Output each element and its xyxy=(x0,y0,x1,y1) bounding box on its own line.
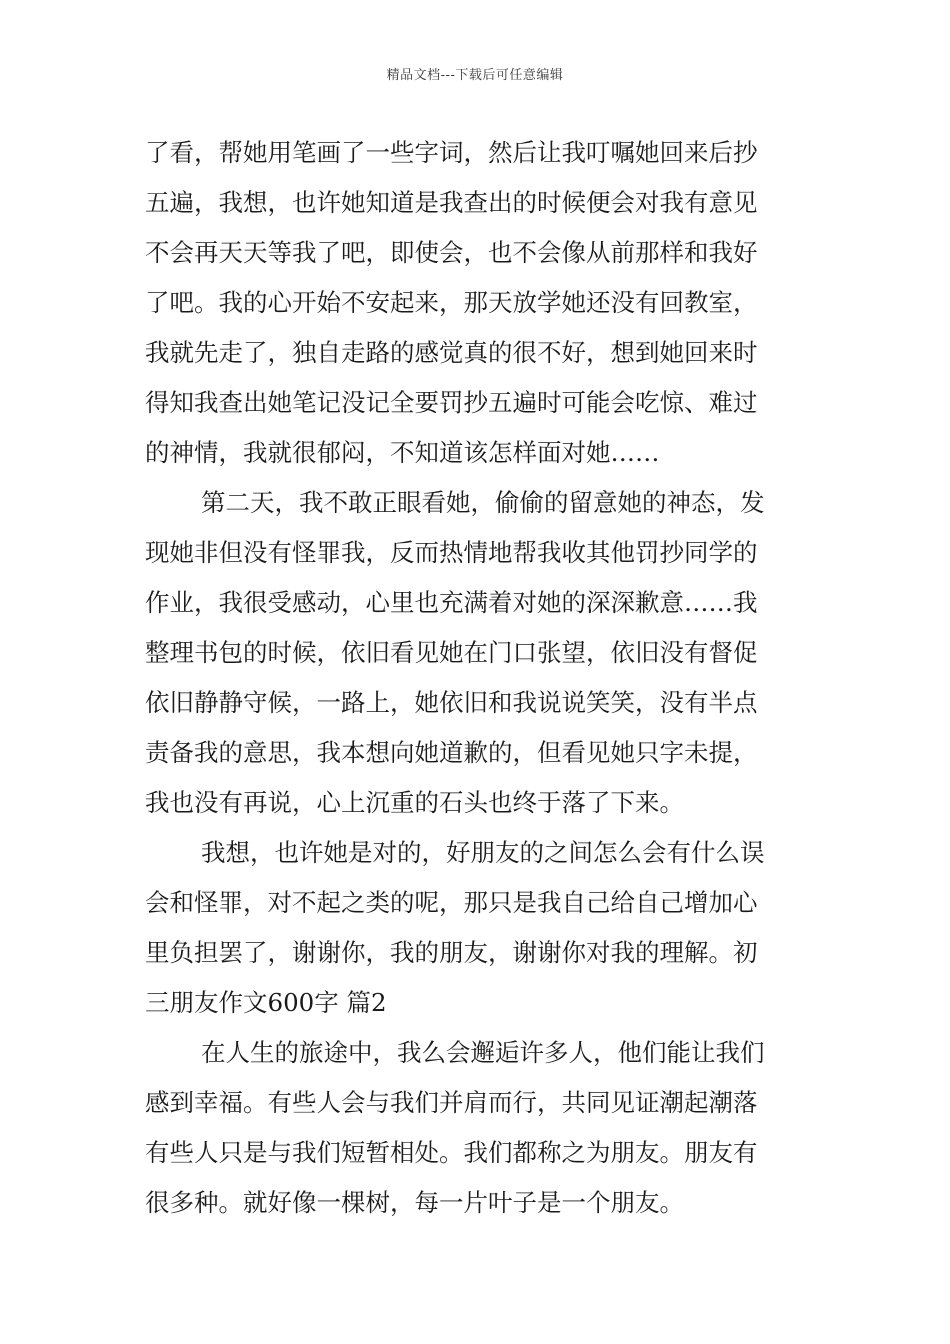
paragraph-line: 五遍，我想，也许她知道是我查出的时候便会对我有意见 xyxy=(145,188,758,217)
paragraph-line: 依旧静静守候，一路上，她依旧和我说说笑笑，没有半点 xyxy=(145,688,758,717)
paragraph-2 xyxy=(145,478,810,828)
paragraph-line: 里负担罢了，谢谢你，我的朋友，谢谢你对我的理解。初 xyxy=(145,938,758,967)
paragraph-line: 会和怪罪，对不起之类的呢，那只是我自己给自己增加心 xyxy=(145,888,758,917)
paragraph-line: 感到幸福。有些人会与我们并肩而行，共同见证潮起潮落 xyxy=(145,1088,758,1117)
paragraph-3 xyxy=(145,828,810,1028)
paragraph-line: 整理书包的时候，依旧看见她在门口张望，依旧没有督促 xyxy=(145,638,758,667)
paragraph-line: 现她非但没有怪罪我，反而热情地帮我收其他罚抄同学的 xyxy=(145,538,758,567)
paragraph-4 xyxy=(145,1028,810,1228)
paragraph-line: 的神情，我就很郁闷，不知道该怎样面对她…… xyxy=(145,438,660,467)
paragraph-line: 我想，也许她是对的，好朋友的之间怎么会有什么误 xyxy=(201,838,765,867)
document-body xyxy=(145,128,810,1228)
paragraph-line: 我也没有再说，心上沉重的石头也终于落了下来。 xyxy=(145,788,684,817)
paragraph-line: 了看，帮她用笔画了一些字词，然后让我叮嘱她回来后抄 xyxy=(145,138,758,167)
paragraph-line: 第二天，我不敢正眼看她，偷偷的留意她的神态，发 xyxy=(201,488,765,517)
paragraph-line: 很多种。就好像一棵树，每一片叶子是一个朋友。 xyxy=(145,1188,684,1217)
paragraph-line: 在人生的旅途中，我么会邂逅许多人，他们能让我们 xyxy=(201,1038,765,1067)
paragraph-line: 了吧。我的心开始不安起来，那天放学她还没有回教室， xyxy=(145,288,758,317)
paragraph-line: 三朋友作文600字 篇2 xyxy=(145,988,387,1017)
page-header: 精品文档---下载后可任意编辑 xyxy=(386,68,564,83)
paragraph-line: 我就先走了，独自走路的感觉真的很不好，想到她回来时 xyxy=(145,338,758,367)
paragraph-1 xyxy=(145,128,810,478)
paragraph-line: 责备我的意思，我本想向她道歉的，但看见她只字未提， xyxy=(145,738,758,767)
paragraph-line: 作业，我很受感动，心里也充满着对她的深深歉意……我 xyxy=(145,588,758,617)
paragraph-line: 有些人只是与我们短暂相处。我们都称之为朋友。朋友有 xyxy=(145,1138,758,1167)
paragraph-line: 得知我查出她笔记没记全要罚抄五遍时可能会吃惊、难过 xyxy=(145,388,758,417)
paragraph-line: 不会再天天等我了吧，即使会，也不会像从前那样和我好 xyxy=(145,238,758,267)
